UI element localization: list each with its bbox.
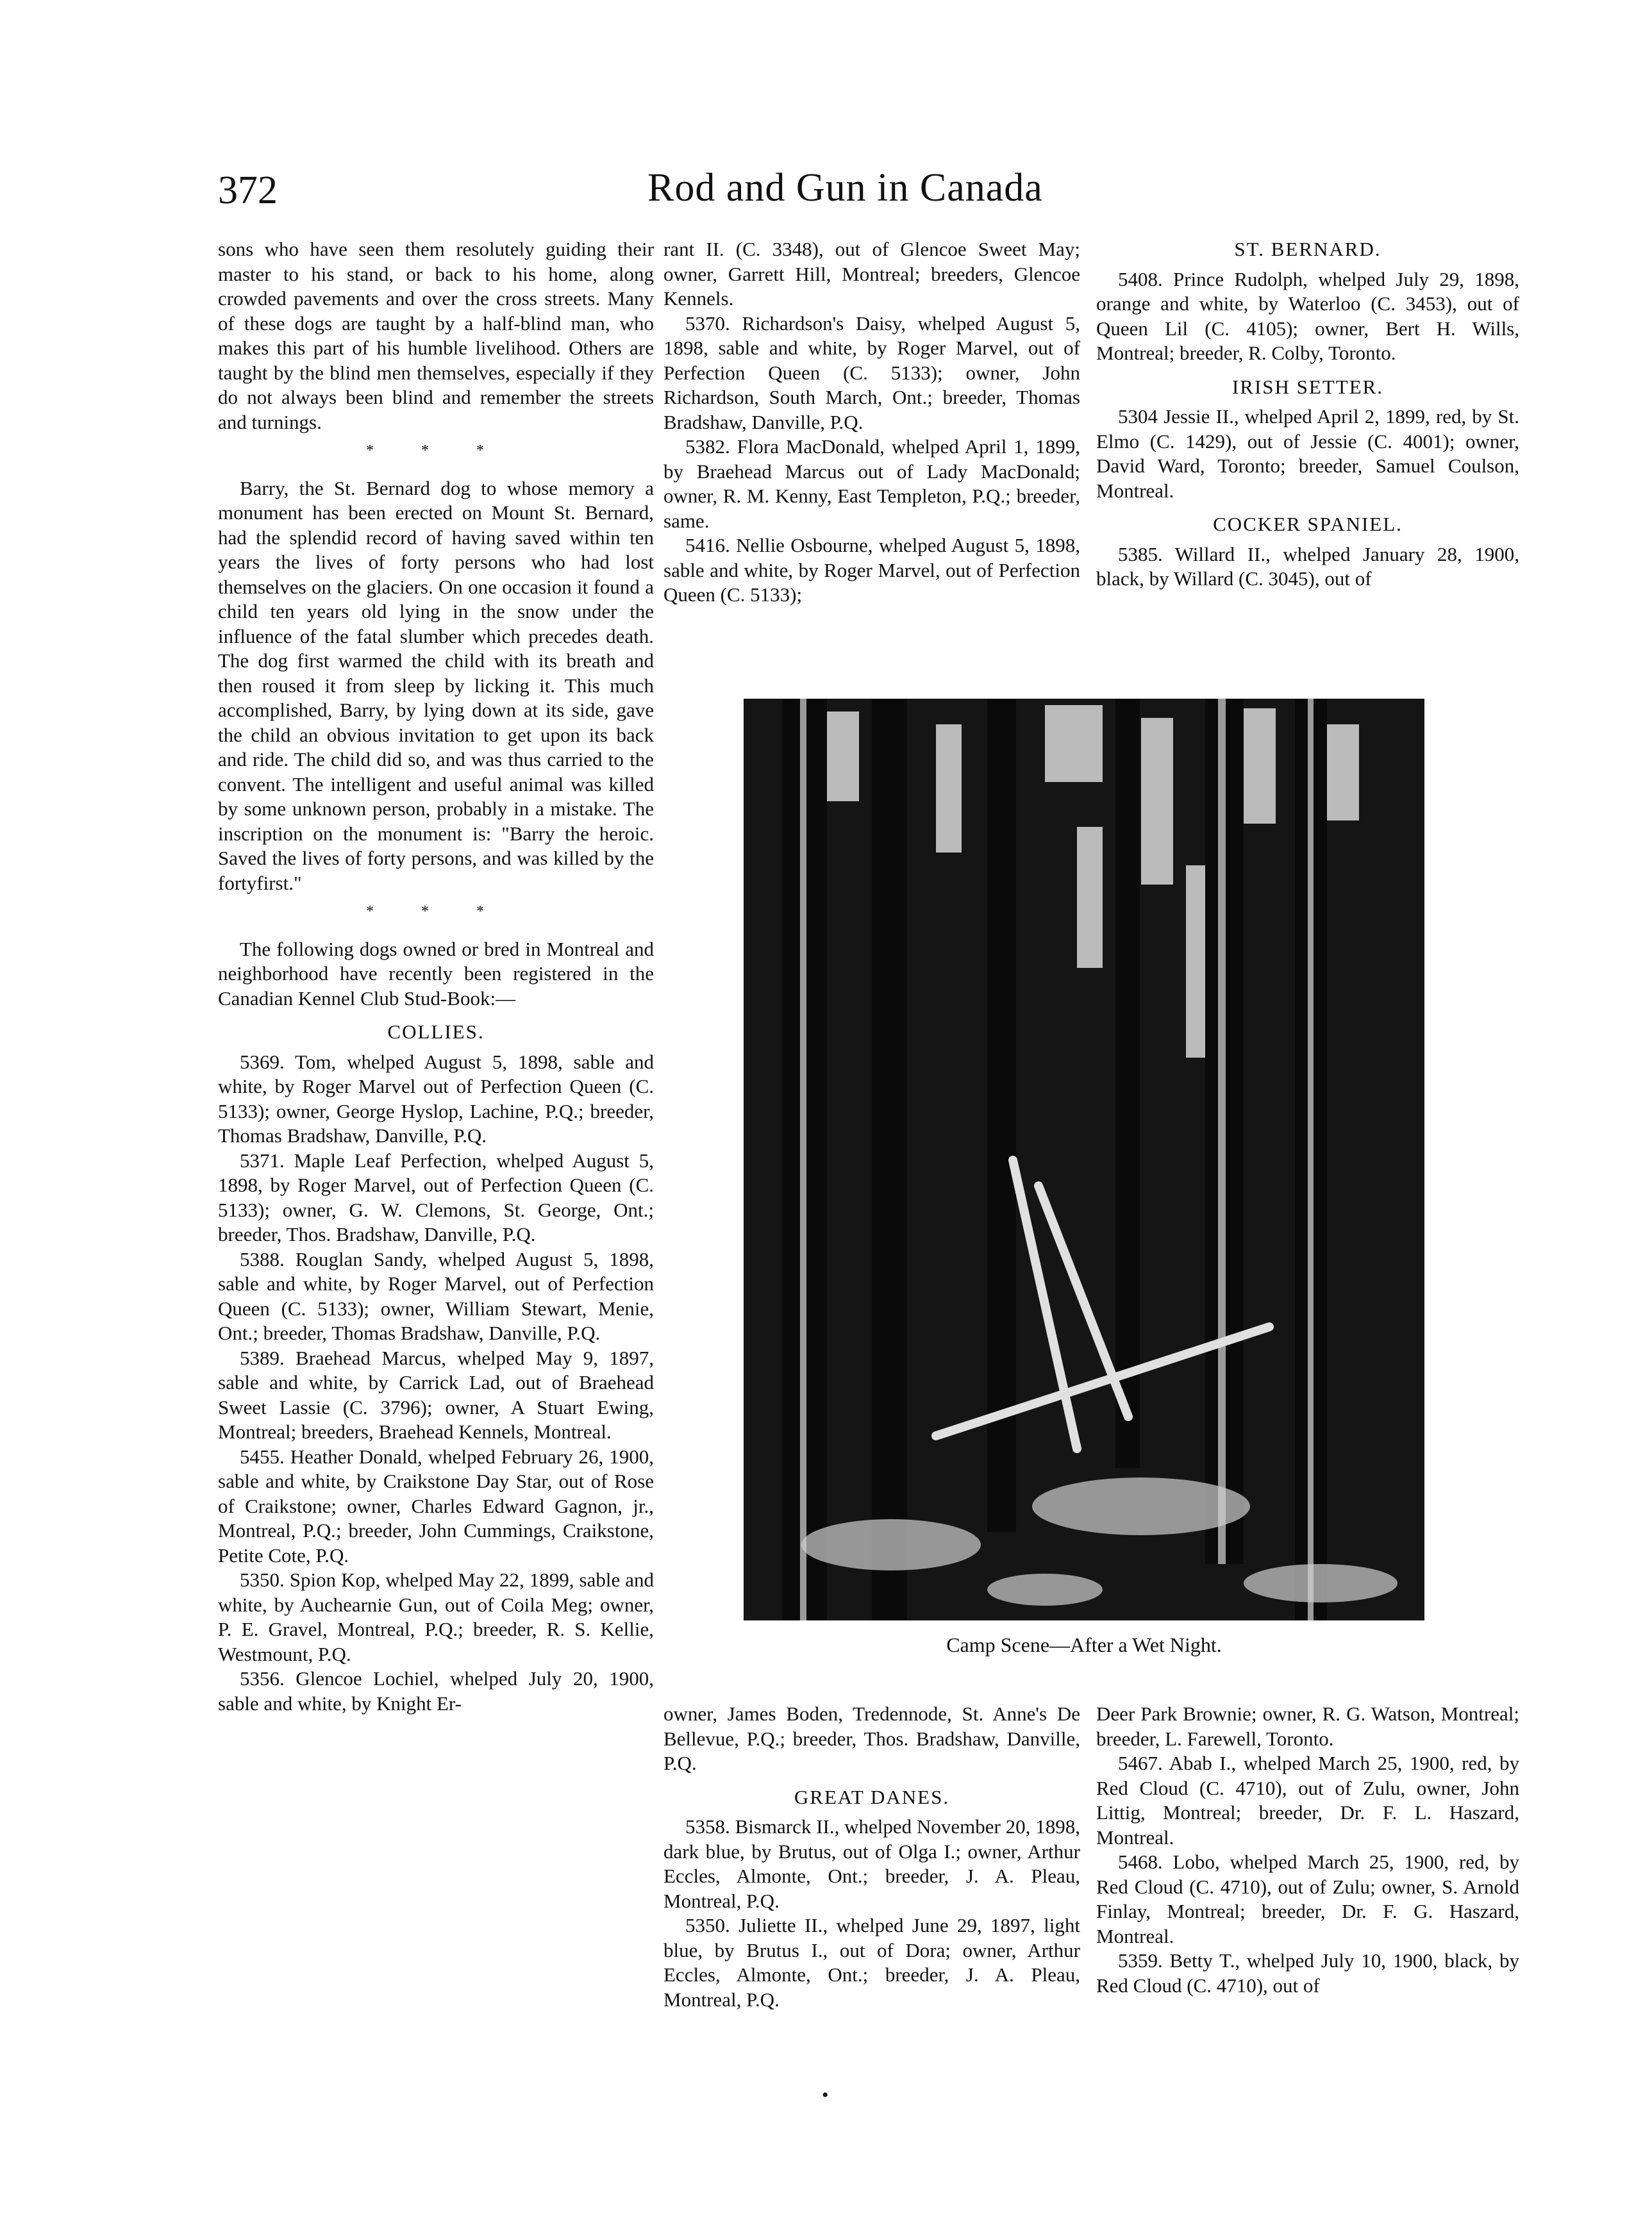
heading-cocker-spaniel: COCKER SPANIEL.	[1213, 513, 1403, 535]
camp-scene-photo	[744, 699, 1424, 1620]
list-item: 5455. Heather Donald, whelped February 26, 1900, sable and white, by Craikstone Day Star, out of Rose of Craikstone; owner, Charles Edward Gagnon, jr., Montreal, P.Q.; breeder, John Cummings, Craikstone, Petite Cote, P.Q.	[218, 1445, 654, 1567]
list-item: 5408. Prince Rudolph, whelped July 29, 1898, orange and white, by Waterloo (C. 3453), out of Queen Lil (C. 4105); owner, Bert H. Wills, Montreal; breeder, R. Colby, Toronto.	[1096, 267, 1519, 364]
heading-st-bernard: ST. BERNARD.	[1234, 238, 1381, 260]
list-item: 5350. Spion Kop, whelped May 22, 1899, sable and white, by Auchearnie Gun, out of Coila Meg; owner, P. E. Gravel, Montreal, P.Q.; breeder, R. S. Kellie, Westmount, P.Q.	[218, 1569, 654, 1665]
list-item: 5350. Juliette II., whelped June 29, 1897, light blue, by Brutus I., out of Dora; owner, Arthur Eccles, Almonte, Ont.; breeder, J. A. Pleau, Montreal, P.Q.	[663, 1914, 1080, 2011]
list-item: Deer Park Brownie; owner, R. G. Watson, Montreal; breeder, L. Farewell, Toronto.	[1096, 1702, 1519, 1750]
section-separator: * * *	[366, 903, 506, 920]
paragraph-registry-intro: The following dogs owned or bred in Montreal and neighborhood have recently been registered in the Canadian Kennel Club Stud-Book:—	[218, 937, 654, 1010]
list-item: owner, James Boden, Tredennode, St. Anne's De Bellevue, P.Q.; breeder, Thos. Bradshaw, Danville, P.Q.	[663, 1702, 1080, 1774]
list-item: 5304 Jessie II., whelped April 2, 1899, red, by St. Elmo (C. 1429), out of Jessie (C. 4001); owner, David Ward, Toronto; breeder, Samuel Coulson, Montreal.	[1096, 405, 1519, 502]
list-item: 5359. Betty T., whelped July 10, 1900, black, by Red Cloud (C. 4710), out of	[1096, 1949, 1519, 1997]
column-right-top	[1096, 237, 1519, 592]
running-title: Rod and Gun in Canada	[647, 166, 1043, 210]
list-item: 5382. Flora MacDonald, whelped April 1, 1899, by Braehead Marcus out of Lady MacDonald; owner, R. M. Kenny, East Templeton, P.Q.; breeder, same.	[663, 435, 1080, 532]
list-item: 5468. Lobo, whelped March 25, 1900, red, by Red Cloud (C. 4710), out of Zulu; owner, S. Arnold Finlay, Montreal; breeder, Dr. F. G. Haszard, Montreal.	[1096, 1851, 1519, 1947]
list-item: 5370. Richardson's Daisy, whelped August 5, 1898, sable and white, by Roger Marvel, out of Perfection Queen (C. 5133); owner, John Richardson, South March, Ont.; breeder, Thomas Bradshaw, Danville, P.Q.	[663, 312, 1080, 433]
column-right-bottom	[1096, 1702, 1519, 1998]
heading-great-danes: GREAT DANES.	[794, 1785, 950, 1808]
photo-caption: Camp Scene—After a Wet Night.	[946, 1633, 1222, 1656]
column-middle-top	[663, 237, 1080, 608]
list-item: 5416. Nellie Osbourne, whelped August 5, 1898, sable and white, by Roger Marvel, out of Perfection Queen (C. 5133);	[663, 534, 1080, 606]
heading-irish-setter: IRISH SETTER.	[1231, 375, 1384, 398]
column-left	[218, 237, 654, 1716]
section-separator: * * *	[366, 442, 506, 459]
page-number: 372	[218, 169, 278, 212]
list-item: 5385. Willard II., whelped January 28, 1900, black, by Willard (C. 3045), out of	[1096, 542, 1519, 590]
list-item: 5356. Glencoe Lochiel, whelped July 20, 1900, sable and white, by Knight Er-	[218, 1667, 654, 1715]
list-item: 5369. Tom, whelped August 5, 1898, sable and white, by Roger Marvel out of Perfection Queen (C. 5133); owner, George Hyslop, Lachine, P.Q.; breeder, Thomas Bradshaw, Danville, P.Q.	[218, 1050, 654, 1147]
list-item: rant II. (C. 3348), out of Glencoe Sweet May; owner, Garrett Hill, Montreal; breeders, Glencoe Kennels.	[663, 238, 1080, 310]
list-item: 5388. Rouglan Sandy, whelped August 5, 1898, sable and white, by Roger Marvel, out of Perfection Queen (C. 5133); owner, William Stewart, Menie, Ont.; breeder, Thomas Bradshaw, Danville, P.Q.	[218, 1247, 654, 1344]
paragraph-barry: Barry, the St. Bernard dog to whose memory a monument has been erected on Mount St. Bernard, had the splendid record of having saved within ten years the lives of forty persons who had lost themselves on the glaciers. On one occasion it found a child ten years old lying in the snow under the influence of the fatal slumber which precedes death. The dog first warmed the child with its breath and then roused it from sleep by licking it. This much accomplished, Barry, by lying down at its side, gave the child an obvious invitation to get upon its back and ride. The child did so, and was thus carried to the convent. The intelligent and useful animal was killed by some unknown person, probably in a mistake. The inscription on the monument is: "Barry the heroic. Saved the lives of forty persons, and was killed by the fortyfirst."	[218, 476, 654, 894]
list-item: 5371. Maple Leaf Perfection, whelped August 5, 1898, by Roger Marvel, out of Perfection Queen (C. 5133); owner, G. W. Clemons, St. George, Ont.; breeder, Thos. Bradshaw, Danville, P.Q.	[218, 1149, 654, 1245]
list-item: 5467. Abab I., whelped March 25, 1900, red, by Red Cloud (C. 4710), out of Zulu, owner, John Littig, Montreal; breeder, Dr. F. L. Haszard, Montreal.	[1096, 1752, 1519, 1849]
heading-collies: COLLIES.	[387, 1020, 485, 1043]
list-item: 5389. Braehead Marcus, whelped May 9, 1897, sable and white, by Carrick Lad, out of Braehead Sweet Lassie (C. 3796); owner, A Stuart Ewing, Montreal; breeders, Braehead Kennels, Montreal.	[218, 1346, 654, 1443]
page-mark: •	[822, 2085, 829, 2106]
column-middle-bottom	[663, 1702, 1080, 2012]
paragraph-guide-dogs: sons who have seen them resolutely guiding their master to his stand, or back to his home, along crowded pavements and over the cross streets. Many of these dogs are taught by a half-blind man, who makes this part of his humble livelihood. Others are taught by the blind men themselves, especially if they do not always been blind and remember the streets and turnings.	[218, 238, 654, 433]
list-item: 5358. Bismarck II., whelped November 20, 1898, dark blue, by Brutus, out of Olga I.; owner, Arthur Eccles, Almonte, Ont.; breeder, J. A. Pleau, Montreal, P.Q.	[663, 1815, 1080, 1912]
